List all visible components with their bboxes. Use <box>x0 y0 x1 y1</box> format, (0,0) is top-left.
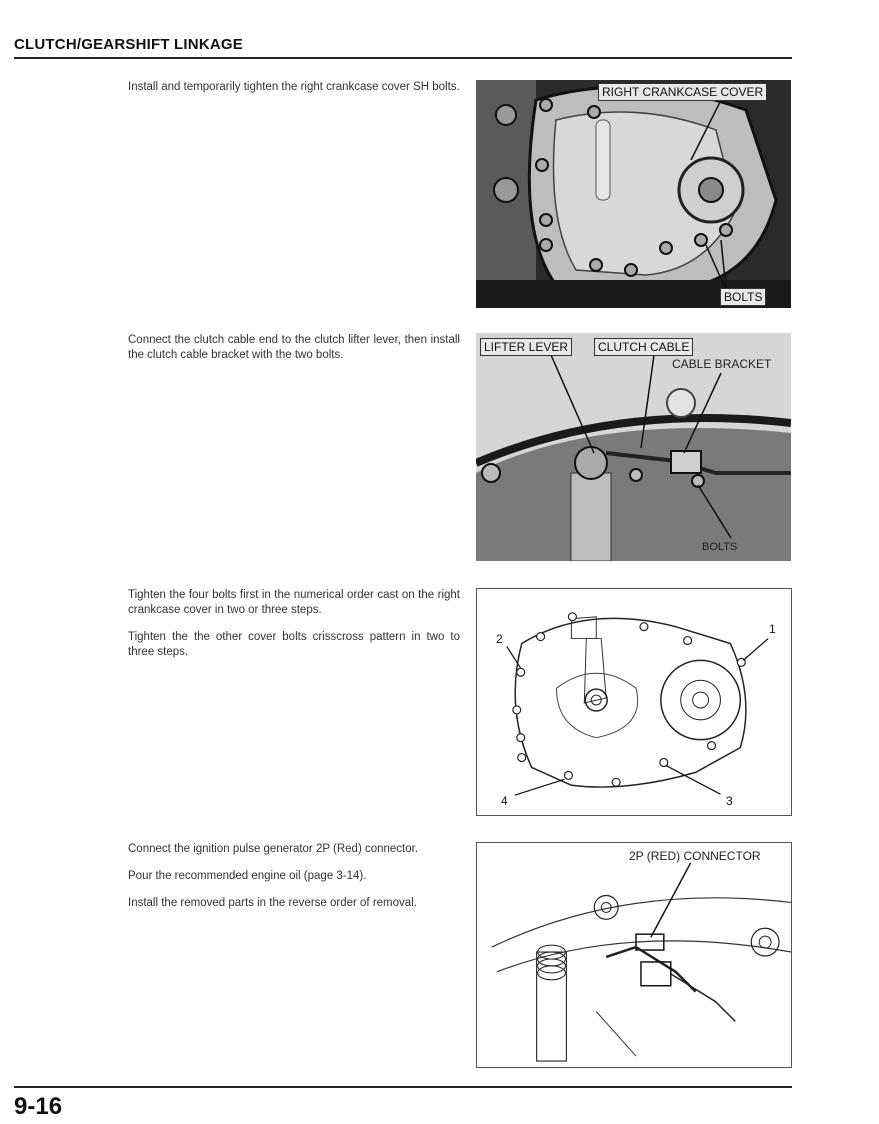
step-4-paragraph-3: Install the removed parts in the reverse order of removal. <box>128 897 417 909</box>
step-2-paragraph-1: Connect the clutch cable end to the clutch lifter lever, then install the clutch cable bracket with the two bolts. <box>128 334 460 361</box>
label-bolt-2: 2 <box>496 632 503 646</box>
label-bolt-3: 3 <box>726 794 733 808</box>
figure-2p-red-connector <box>476 842 792 1068</box>
figure-right-crankcase-cover-photo <box>476 80 791 308</box>
label-2p-red-connector: 2P (RED) CONNECTOR <box>629 849 761 863</box>
step-4-paragraph-1: Connect the ignition pulse generator 2P (Red) connector. <box>128 843 419 855</box>
step-1-text <box>128 80 460 107</box>
step-3-text <box>128 588 460 672</box>
header-rule <box>14 57 792 59</box>
step-3-paragraph-1: Tighten the four bolts first in the numerical order cast on the right crankcase cover in two or three steps. <box>128 589 460 616</box>
step-1-paragraph-1: Install and temporarily tighten the right crankcase cover SH bolts. <box>128 81 460 93</box>
step-2-text <box>128 333 460 375</box>
figure-clutch-cable-photo <box>476 333 791 561</box>
label-cable-bracket: CABLE BRACKET <box>672 357 772 371</box>
step-4-paragraph-2: Pour the recommended engine oil (page 3-14). <box>128 870 367 882</box>
section-title: CLUTCH/GEARSHIFT LINKAGE <box>14 36 243 53</box>
step-4-text <box>128 842 460 923</box>
page-number: 9-16 <box>14 1093 63 1120</box>
connector-drawing <box>477 843 791 1067</box>
label-bolts-fig2: BOLTS <box>702 541 738 553</box>
label-bolts-fig1: BOLTS <box>720 288 766 306</box>
bolt-order-drawing <box>477 589 791 815</box>
crankcase-photo-drawing <box>476 80 791 308</box>
figure-bolt-tightening-order <box>476 588 792 816</box>
footer-rule <box>14 1086 792 1088</box>
label-clutch-cable: CLUTCH CABLE <box>594 338 693 356</box>
step-3-paragraph-2: Tighten the the other cover bolts crisscross pattern in two to three steps. <box>128 631 460 658</box>
label-bolt-4: 4 <box>501 794 508 808</box>
label-bolt-1: 1 <box>769 622 776 636</box>
label-lifter-lever: LIFTER LEVER <box>480 338 572 356</box>
label-right-crankcase-cover: RIGHT CRANKCASE COVER <box>598 83 767 101</box>
